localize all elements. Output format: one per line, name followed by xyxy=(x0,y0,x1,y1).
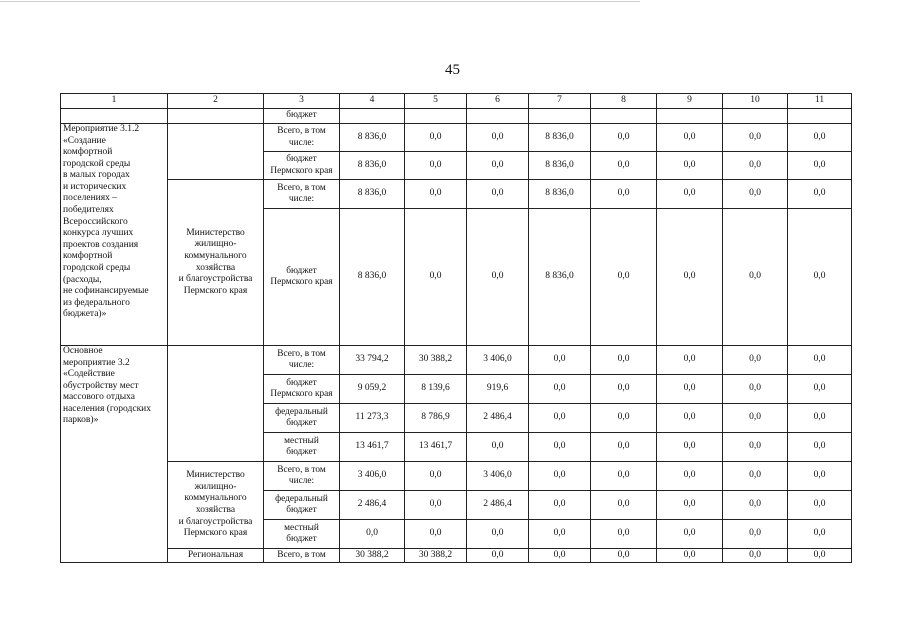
column-header: 2 xyxy=(168,94,264,109)
value-cell: 0,0 xyxy=(405,520,467,549)
funding-source-cell: федеральный бюджет xyxy=(264,491,340,520)
activity-description: Основное мероприятие 3.2 «Содействие обустройству мест массового отдыха населения (городских парков)» xyxy=(61,346,168,563)
column-header: 10 xyxy=(723,94,788,109)
value-cell: 0,0 xyxy=(788,180,852,209)
value-cell: 0,0 xyxy=(657,491,723,520)
value-cell: 0,0 xyxy=(529,375,591,404)
value-cell: 0,0 xyxy=(405,209,467,346)
value-cell: 0,0 xyxy=(529,346,591,375)
funding-source-cell: бюджет Пермского края xyxy=(264,209,340,346)
value-cell: 0,0 xyxy=(657,520,723,549)
value-cell: 0,0 xyxy=(723,346,788,375)
value-cell: 0,0 xyxy=(723,404,788,433)
value-cell: 0,0 xyxy=(788,404,852,433)
value-cell: 0,0 xyxy=(657,152,723,180)
value-cell: 11 273,3 xyxy=(340,404,405,433)
funding-source-cell: бюджет Пермского края xyxy=(264,375,340,404)
activity-description: Мероприятие 3.1.2 «Создание комфортной городской среды в малых городах и исторических поселениях – победителях Всероссийского конкурса лучших проектов создания комфортной городской среды (расходы, не софинансируемые из федерального бюджета)» xyxy=(61,124,168,346)
value-cell: 3 406,0 xyxy=(467,462,529,491)
value-cell: 0,0 xyxy=(657,404,723,433)
funding-source-cell: бюджет Пермского края xyxy=(264,152,340,180)
funding-source-cell: федеральный бюджет xyxy=(264,404,340,433)
table-row xyxy=(61,549,852,563)
value-cell: 8 836,0 xyxy=(340,124,405,152)
value-cell: 0,0 xyxy=(657,462,723,491)
value-cell: 0,0 xyxy=(788,346,852,375)
table-row xyxy=(61,94,852,109)
column-header: 6 xyxy=(467,94,529,109)
value-cell: 0,0 xyxy=(788,491,852,520)
value-cell: 30 388,2 xyxy=(405,549,467,563)
value-cell: 0,0 xyxy=(529,462,591,491)
value-cell: 0,0 xyxy=(529,549,591,563)
column-header: 9 xyxy=(657,94,723,109)
value-cell: 8 836,0 xyxy=(529,124,591,152)
empty-cell xyxy=(61,109,168,124)
table-row xyxy=(61,180,852,209)
value-cell: 0,0 xyxy=(591,520,657,549)
value-cell: 0,0 xyxy=(657,549,723,563)
column-header: 7 xyxy=(529,94,591,109)
value-cell: 0,0 xyxy=(788,124,852,152)
value-cell: 0,0 xyxy=(591,433,657,462)
empty-cell xyxy=(168,346,264,462)
table-row xyxy=(61,124,852,152)
value-cell: 8 836,0 xyxy=(529,180,591,209)
value-cell: 919,6 xyxy=(467,375,529,404)
value-cell: 0,0 xyxy=(788,209,852,346)
value-cell: 8 836,0 xyxy=(529,152,591,180)
value-cell: 0,0 xyxy=(529,520,591,549)
empty-cell xyxy=(340,109,405,124)
empty-cell xyxy=(591,109,657,124)
value-cell: 0,0 xyxy=(405,124,467,152)
value-cell: 8 786,9 xyxy=(405,404,467,433)
value-cell: 2 486,4 xyxy=(467,491,529,520)
column-header: 1 xyxy=(61,94,168,109)
table-row xyxy=(61,346,852,375)
funding-source-cell: Всего, в том числе: xyxy=(264,180,340,209)
value-cell: 0,0 xyxy=(467,180,529,209)
value-cell: 0,0 xyxy=(591,152,657,180)
value-cell: 0,0 xyxy=(591,375,657,404)
funding-source-cell: Всего, в том xyxy=(264,549,340,563)
value-cell: 30 388,2 xyxy=(405,346,467,375)
funding-source-cell: местный бюджет xyxy=(264,433,340,462)
value-cell: 0,0 xyxy=(405,152,467,180)
empty-cell xyxy=(529,109,591,124)
value-cell: 0,0 xyxy=(591,180,657,209)
value-cell: 3 406,0 xyxy=(340,462,405,491)
value-cell: 0,0 xyxy=(723,180,788,209)
value-cell: 0,0 xyxy=(657,433,723,462)
value-cell: 13 461,7 xyxy=(405,433,467,462)
funding-source-cell: бюджет xyxy=(264,109,340,124)
value-cell: 0,0 xyxy=(529,404,591,433)
value-cell: 0,0 xyxy=(657,180,723,209)
value-cell: 8 836,0 xyxy=(340,209,405,346)
value-cell: 0,0 xyxy=(723,433,788,462)
value-cell: 0,0 xyxy=(467,152,529,180)
value-cell: 0,0 xyxy=(591,209,657,346)
value-cell: 0,0 xyxy=(340,520,405,549)
value-cell: 0,0 xyxy=(529,491,591,520)
value-cell: 0,0 xyxy=(788,375,852,404)
value-cell: 8 836,0 xyxy=(340,180,405,209)
value-cell: 0,0 xyxy=(467,209,529,346)
value-cell: 8 836,0 xyxy=(340,152,405,180)
value-cell: 0,0 xyxy=(405,462,467,491)
empty-cell xyxy=(723,109,788,124)
value-cell: 8 139,6 xyxy=(405,375,467,404)
value-cell: 2 486,4 xyxy=(340,491,405,520)
table-row xyxy=(61,462,852,491)
value-cell: 0,0 xyxy=(467,124,529,152)
value-cell: 3 406,0 xyxy=(467,346,529,375)
value-cell: 0,0 xyxy=(657,346,723,375)
column-header: 11 xyxy=(788,94,852,109)
value-cell: 0,0 xyxy=(723,462,788,491)
funding-source-cell: Всего, в том числе: xyxy=(264,462,340,491)
value-cell: 0,0 xyxy=(591,491,657,520)
value-cell: 0,0 xyxy=(723,549,788,563)
column-header: 4 xyxy=(340,94,405,109)
value-cell: 0,0 xyxy=(529,433,591,462)
value-cell: 33 794,2 xyxy=(340,346,405,375)
value-cell: 0,0 xyxy=(657,209,723,346)
column-header: 8 xyxy=(591,94,657,109)
empty-cell xyxy=(657,109,723,124)
empty-cell xyxy=(405,109,467,124)
value-cell: 0,0 xyxy=(591,549,657,563)
funding-source-cell: Всего, в том числе: xyxy=(264,346,340,375)
value-cell: 0,0 xyxy=(723,152,788,180)
budget-table xyxy=(60,93,852,563)
value-cell: 0,0 xyxy=(723,209,788,346)
empty-cell xyxy=(467,109,529,124)
responsible-executor: Министерство жилищно- коммунального хозяйства и благоустройства Пермского края xyxy=(168,462,264,549)
funding-source-cell: Всего, в том числе: xyxy=(264,124,340,152)
value-cell: 0,0 xyxy=(788,549,852,563)
value-cell: 0,0 xyxy=(657,375,723,404)
value-cell: 2 486,4 xyxy=(467,404,529,433)
column-header: 3 xyxy=(264,94,340,109)
column-header: 5 xyxy=(405,94,467,109)
empty-cell xyxy=(168,109,264,124)
value-cell: 9 059,2 xyxy=(340,375,405,404)
value-cell: 0,0 xyxy=(467,549,529,563)
value-cell: 0,0 xyxy=(591,346,657,375)
empty-cell xyxy=(788,109,852,124)
value-cell: 0,0 xyxy=(723,491,788,520)
empty-cell xyxy=(168,124,264,180)
value-cell: 0,0 xyxy=(657,124,723,152)
value-cell: 0,0 xyxy=(723,520,788,549)
value-cell: 13 461,7 xyxy=(340,433,405,462)
value-cell: 0,0 xyxy=(591,404,657,433)
value-cell: 0,0 xyxy=(723,124,788,152)
value-cell: 0,0 xyxy=(723,375,788,404)
value-cell: 0,0 xyxy=(788,520,852,549)
value-cell: 0,0 xyxy=(591,124,657,152)
value-cell: 0,0 xyxy=(405,180,467,209)
value-cell: 0,0 xyxy=(788,433,852,462)
page-number: 45 xyxy=(445,62,460,78)
value-cell: 8 836,0 xyxy=(529,209,591,346)
scan-edge-line xyxy=(0,1,640,2)
value-cell: 0,0 xyxy=(591,462,657,491)
value-cell: 30 388,2 xyxy=(340,549,405,563)
responsible-executor: Региональная xyxy=(168,549,264,563)
table-row xyxy=(61,109,852,124)
responsible-executor: Министерство жилищно- коммунального хозяйства и благоустройства Пермского края xyxy=(168,180,264,346)
value-cell: 0,0 xyxy=(467,433,529,462)
value-cell: 0,0 xyxy=(788,152,852,180)
value-cell: 0,0 xyxy=(405,491,467,520)
funding-source-cell: местный бюджет xyxy=(264,520,340,549)
value-cell: 0,0 xyxy=(467,520,529,549)
value-cell: 0,0 xyxy=(788,462,852,491)
